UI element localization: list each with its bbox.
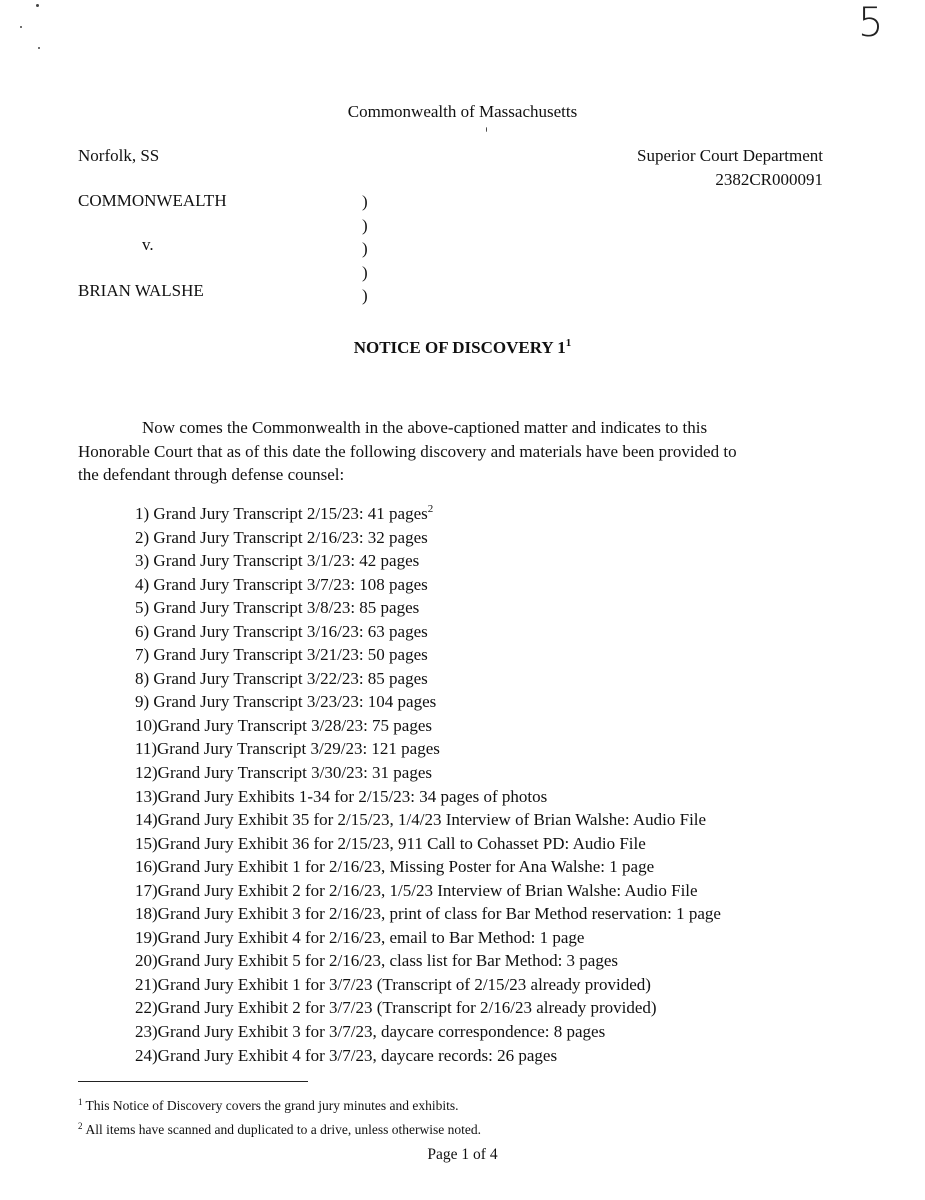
item-number: 12) [135, 763, 158, 783]
footnote-ref: 2 [427, 503, 434, 515]
list-item [135, 832, 721, 856]
item-text: Grand Jury Exhibit 3 for 2/16/23, print of class for Bar Method reservation: 1 page [157, 904, 721, 924]
footnote-text: This Notice of Discovery covers the grand jury minutes and exhibits. [85, 1098, 459, 1113]
list-item [135, 1044, 721, 1068]
scan-speck [36, 4, 39, 7]
list-item [135, 714, 721, 738]
caption-paren: ) [362, 239, 368, 258]
discovery-list [135, 498, 721, 1067]
item-number: 8) [135, 668, 150, 688]
document-title: Commonwealth of Massachusetts [347, 102, 578, 121]
footnote-ref: 1 [565, 337, 572, 349]
item-number: 11) [135, 739, 158, 759]
caption-paren: ) [362, 286, 368, 305]
item-number: 6) [135, 621, 150, 641]
footnote [78, 1116, 481, 1140]
list-item [135, 737, 721, 761]
county-label: Norfolk, SS [78, 146, 160, 165]
item-number: 10) [135, 715, 158, 735]
list-item [135, 573, 721, 597]
item-text: Grand Jury Exhibit 4 for 2/16/23, email to Bar Method: 1 page [157, 927, 585, 947]
list-item [135, 926, 721, 950]
page-number: Page 1 of 4 [427, 1146, 498, 1163]
list-item [135, 949, 721, 973]
item-text: Grand Jury Exhibit 5 for 2/16/23, class list for Bar Method: 3 pages [157, 951, 619, 971]
item-text: Grand Jury Exhibit 2 for 2/16/23, 1/5/23 Interview of Brian Walshe: Audio File [157, 880, 698, 900]
intro-paragraph [78, 416, 828, 487]
footnote-mark: 2 [78, 1121, 83, 1131]
item-number: 18) [135, 904, 158, 924]
item-text: Grand Jury Exhibit 36 for 2/15/23, 911 Call to Cohasset PD: Audio File [157, 833, 646, 853]
item-text: Grand Jury Transcript 2/15/23: 41 pages [153, 504, 428, 523]
item-number: 2) [135, 527, 150, 547]
item-text: Grand Jury Exhibit 1 for 2/16/23, Missing Poster for Ana Walshe: 1 page [157, 857, 655, 877]
list-item [135, 690, 721, 714]
item-text: Grand Jury Exhibits 1-34 for 2/15/23: 34 pages of photos [157, 786, 548, 806]
intro-line: the defendant through defense counsel: [78, 465, 345, 484]
item-number: 13) [135, 786, 158, 806]
item-number: 3) [135, 551, 150, 571]
list-item [135, 879, 721, 903]
item-text: Grand Jury Exhibit 35 for 2/15/23, 1/4/23 Interview of Brian Walshe: Audio File [157, 810, 707, 830]
item-number: 16) [135, 857, 158, 877]
item-number: 19) [135, 927, 158, 947]
list-item [135, 902, 721, 926]
item-text: Grand Jury Transcript 2/16/23: 32 pages [153, 527, 428, 547]
footnote [78, 1092, 481, 1116]
item-number: 7) [135, 645, 150, 665]
item-number: 14) [135, 810, 158, 830]
item-number: 4) [135, 574, 150, 594]
item-text: Grand Jury Exhibit 3 for 3/7/23, daycare correspondence: 8 pages [157, 1022, 606, 1042]
list-item [135, 498, 721, 526]
caption-paren: ) [362, 215, 368, 235]
item-number: 21) [135, 974, 158, 994]
footnote-divider [78, 1081, 308, 1082]
item-number: 9) [135, 692, 150, 712]
list-item [135, 643, 721, 667]
item-text: Grand Jury Transcript 3/30/23: 31 pages [157, 763, 433, 783]
item-number: 17) [135, 880, 158, 900]
list-item [135, 855, 721, 879]
list-item [135, 549, 721, 573]
list-item [135, 620, 721, 644]
item-text: Grand Jury Transcript 3/16/23: 63 pages [153, 621, 428, 641]
item-text: Grand Jury Transcript 3/23/23: 104 pages [153, 692, 437, 712]
list-item [135, 761, 721, 785]
versus-label: v. [142, 235, 154, 254]
defendant-name: BRIAN WALSHE [78, 281, 204, 300]
item-text: Grand Jury Exhibit 1 for 3/7/23 (Transcript of 2/15/23 already provided) [157, 974, 651, 994]
caption-paren: ) [362, 262, 368, 282]
footnote-mark: 1 [78, 1097, 83, 1107]
intro-line: Honorable Court that as of this date the following discovery and materials have been provided to [78, 441, 737, 461]
item-number: 5) [135, 598, 150, 618]
item-text: Grand Jury Transcript 3/28/23: 75 pages [157, 715, 433, 735]
item-text: Grand Jury Transcript 3/21/23: 50 pages [153, 645, 428, 665]
list-item [135, 667, 721, 691]
caption-parentheses [362, 190, 368, 308]
list-item [135, 808, 721, 832]
item-text: Grand Jury Transcript 3/29/23: 121 pages [157, 739, 440, 759]
item-number: 1) [135, 504, 150, 523]
footnotes [78, 1092, 481, 1140]
footnote-text: All items have scanned and duplicated to a drive, unless otherwise noted. [85, 1122, 482, 1137]
scan-speck [38, 47, 40, 49]
notice-heading [0, 337, 925, 358]
item-text: Grand Jury Transcript 3/22/23: 85 pages [153, 668, 428, 688]
list-item [135, 996, 721, 1020]
list-item [135, 973, 721, 997]
intro-line: Now comes the Commonwealth in the above-captioned matter and indicates to this [142, 418, 708, 437]
notice-heading-text: NOTICE OF DISCOVERY 1 [353, 338, 566, 357]
item-number: 15) [135, 833, 158, 853]
case-number: 2382CR000091 [715, 170, 823, 189]
handwritten-page-number: 5 [858, 0, 884, 46]
item-text: Grand Jury Transcript 3/1/23: 42 pages [153, 551, 420, 571]
scan-speck [486, 127, 487, 132]
scan-speck [20, 26, 22, 28]
item-text: Grand Jury Exhibit 4 for 3/7/23, daycare records: 26 pages [157, 1045, 558, 1065]
item-text: Grand Jury Exhibit 2 for 3/7/23 (Transcript for 2/16/23 already provided) [157, 998, 657, 1018]
item-text: Grand Jury Transcript 3/7/23: 108 pages [153, 574, 428, 594]
caption-paren: ) [362, 192, 368, 211]
item-text: Grand Jury Transcript 3/8/23: 85 pages [153, 598, 420, 618]
list-item [135, 526, 721, 550]
list-item [135, 785, 721, 809]
plaintiff-name: COMMONWEALTH [78, 191, 227, 210]
list-item [135, 1020, 721, 1044]
item-number: 23) [135, 1022, 158, 1042]
item-number: 22) [135, 998, 158, 1018]
court-department: Superior Court Department [636, 146, 823, 165]
list-item [135, 596, 721, 620]
item-number: 20) [135, 951, 158, 971]
item-number: 24) [135, 1045, 158, 1065]
